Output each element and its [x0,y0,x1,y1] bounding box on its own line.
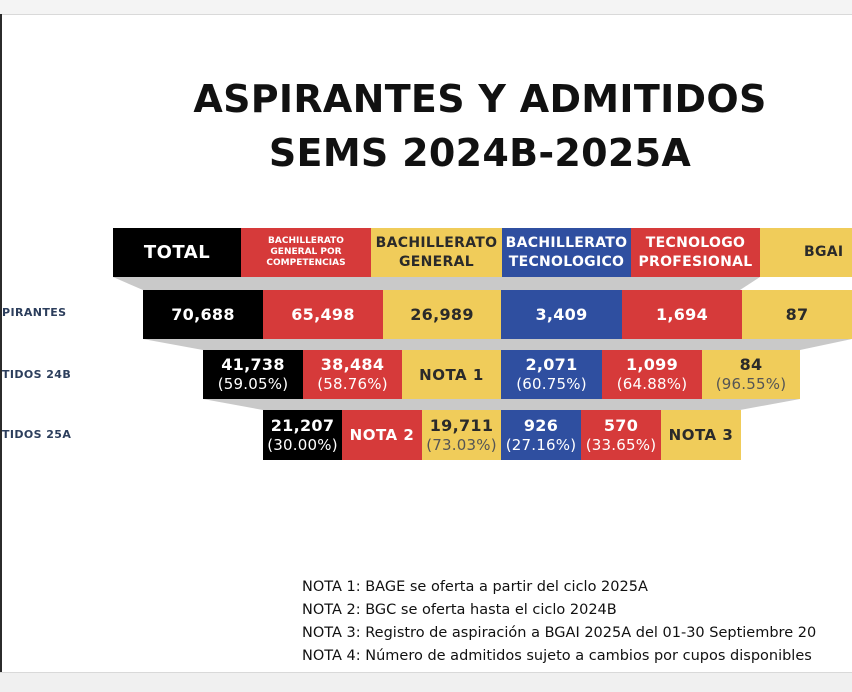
header-btec [502,228,631,277]
note-4: NOTA 4: Número de admitidos sujeto a cambios por cupos disponibles [302,648,812,664]
admitidos25a-total-value: 21,207 [270,415,335,435]
admitidos24b-tecpro-percent: (64.88%) [616,375,688,393]
header-bage-line2: GENERAL [399,253,474,270]
admitidos24b-bage [402,350,501,399]
header-total-label: TOTAL [143,242,211,263]
row-label-aspirantes: PIRANTES [2,306,67,319]
admitidos24b-bgai [702,350,800,399]
admitidos25a-tecpro-percent: (33.65%) [585,435,657,454]
admitidos25a-bgc-note: NOTA 2 [349,426,415,444]
aspirantes-btec-value: 3,409 [535,304,588,324]
admitidos25a-bage-percent: (73.03%) [426,435,497,454]
header-bgai-label: BGAI [804,244,844,260]
admitidos25a-btec-percent: (27.16%) [505,435,577,454]
funnel-shadow-header [113,277,760,290]
row-label-admitidos-24b: TIDOS 24B [2,368,72,381]
notes-list [302,577,816,669]
admitidos25a-bgai-note: NOTA 3 [668,426,734,444]
admitidos24b-bgai-percent: (96.55%) [715,375,787,393]
header-bgc-label: BACHILLERATO GENERAL POR COMPETENCIAS [266,236,346,268]
admitidos25a-total-percent: (30.00%) [267,435,338,454]
admitidos25a-total [263,410,342,460]
admitidos24b-tecpro-value: 1,099 [625,355,679,374]
admitidos25a-bage [422,410,501,460]
aspirantes-bage [383,290,501,339]
note-1: NOTA 1: BAGE se oferta a partir del ciclo 2025A [302,579,648,595]
header-tecpro-line2: PROFESIONAL [638,253,753,270]
admitidos25a-tecpro [581,410,661,460]
admitidos24b-btec-value: 2,071 [525,355,578,374]
admitidos24b-bgc [303,350,402,399]
admitidos24b-bgc-value: 38,484 [320,355,385,374]
window-bottom-bar [0,672,852,692]
funnel-shadow-aspirantes [143,339,852,350]
admitidos24b-total [203,350,303,399]
header-btec-line2: TECNOLOGICO [508,253,625,270]
title-line-1: ASPIRANTES Y ADMITIDOS [193,77,767,121]
aspirantes-bage-value: 26,989 [410,304,474,324]
admitidos24b-btec-percent: (60.75%) [516,375,587,393]
header-bgc [241,228,371,277]
header-bage-line1: BACHILLERATO [375,234,498,251]
admitidos24b-bage-note: NOTA 1 [419,365,484,384]
aspirantes-total-value: 70,688 [171,304,235,324]
admitidos24b-tecpro [602,350,702,399]
header-total [113,228,241,277]
admitidos25a-tecpro-value: 570 [603,415,639,435]
aspirantes-tecpro-value: 1,694 [655,304,709,324]
note-3: NOTA 3: Registro de aspiración a BGAI 2025A del 01-30 Septiembre 20 [302,625,817,641]
header-tecpro [631,228,760,277]
admitidos24b-total-value: 41,738 [221,355,285,374]
admitidos24b-bgai-value: 84 [739,355,763,374]
aspirantes-btec [501,290,622,339]
aspirantes-bgc [263,290,383,339]
title-line-2: SEMS 2024B-2025A [268,131,692,175]
admitidos24b-btec [501,350,602,399]
admitidos25a-bgc [342,410,422,460]
header-bgai [760,228,852,277]
aspirantes-bgc-value: 65,498 [291,304,355,324]
aspirantes-tecpro [622,290,742,339]
admitidos24b-total-percent: (59.05%) [217,375,289,393]
admitidos25a-bgai [661,410,741,460]
row-label-admitidos-25a: TIDOS 25A [2,428,72,441]
header-btec-line1: BACHILLERATO [505,234,628,251]
funnel-shadow-admitidos-24b [203,399,800,410]
note-2: NOTA 2: BGC se oferta hasta el ciclo 2024B [302,602,617,618]
admitidos24b-bgc-percent: (58.76%) [317,375,388,393]
admitidos25a-bage-value: 19,711 [429,415,494,435]
aspirantes-bgai [742,290,852,339]
aspirantes-bgai-value: 87 [785,304,809,324]
header-bage [371,228,502,277]
aspirantes-total [143,290,263,339]
admitidos25a-btec [501,410,581,460]
admitidos25a-btec-value: 926 [523,415,559,435]
header-tecpro-line1: TECNOLOGO [645,234,746,251]
